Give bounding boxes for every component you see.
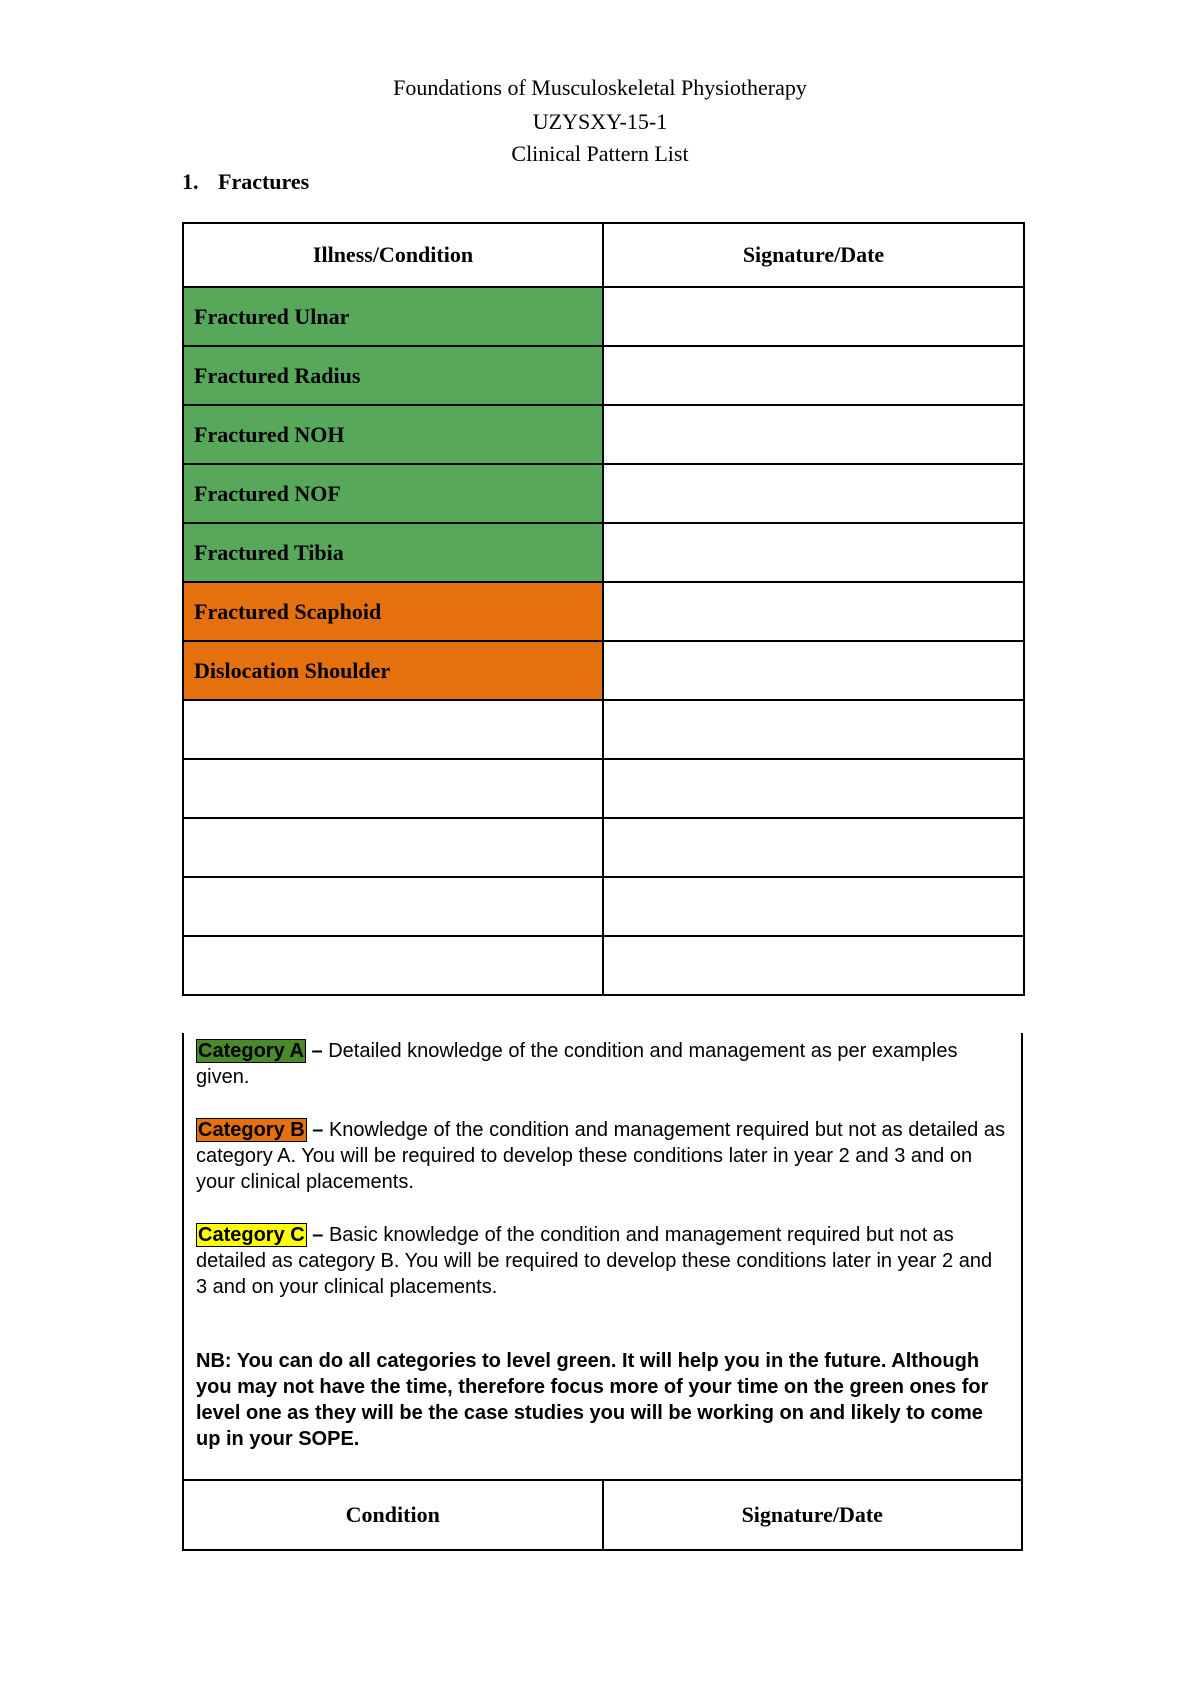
condition-cell: Fractured Ulnar (183, 287, 603, 346)
legend-category-a (196, 1038, 1006, 1090)
signature-date-cell[interactable] (603, 523, 1024, 582)
signature-date-cell[interactable] (603, 877, 1024, 936)
document-subtitle: Clinical Pattern List (511, 141, 689, 166)
category-a-text: Detailed knowledge of the condition and management as per examples given. (196, 1040, 958, 1088)
condition-cell (183, 936, 603, 995)
section-title: Fractures (218, 169, 310, 194)
condition-cell: Fractured NOF (183, 464, 603, 523)
table-row (183, 818, 1024, 877)
category-b-tag: Category B (198, 1119, 305, 1141)
category-c-dash: – (306, 1224, 329, 1246)
second-table-header (182, 1479, 1023, 1551)
table-row (183, 759, 1024, 818)
signature-date-cell[interactable] (603, 759, 1024, 818)
table-header-row (183, 223, 1024, 287)
table-row (183, 582, 1024, 641)
table-row (183, 641, 1024, 700)
table-row (183, 464, 1024, 523)
table-row (183, 700, 1024, 759)
signature-date-cell[interactable] (603, 464, 1024, 523)
table-row (183, 936, 1024, 995)
condition-cell (183, 877, 603, 936)
condition-cell: Fractured Tibia (183, 523, 603, 582)
legend-category-c (196, 1222, 1006, 1300)
condition-cell: Dislocation Shoulder (183, 641, 603, 700)
category-c-text: Basic knowledge of the condition and management required but not as detailed as category B. You will be required to develop these conditions later in year 2 and 3 and on your clinical placements. (196, 1224, 993, 1298)
table-row (183, 877, 1024, 936)
category-c-tag: Category C (198, 1224, 305, 1246)
signature-date-cell[interactable] (603, 405, 1024, 464)
condition-cell: Fractured Scaphoid (183, 582, 603, 641)
condition-cell (183, 818, 603, 877)
condition-cell: Fractured NOH (183, 405, 603, 464)
column-header-signature: Signature/Date (603, 1480, 1023, 1550)
table-row (183, 287, 1024, 346)
nb-note: NB: You can do all categories to level green. It will help you in the future. Although you may not have the time, therefore focus more of your time on the green ones for level one as they will be the case studies you will be working on and likely to come up in your SOPE. (196, 1350, 989, 1450)
conditions-table (182, 222, 1025, 996)
signature-date-cell[interactable] (603, 287, 1024, 346)
table-row (183, 405, 1024, 464)
signature-date-cell[interactable] (603, 582, 1024, 641)
category-b-text: Knowledge of the condition and management required but not as detailed as category A. You will be required to develop these conditions later in year 2 and 3 and on your clinical placements. (196, 1119, 1005, 1193)
condition-cell (183, 700, 603, 759)
signature-date-cell[interactable] (603, 346, 1024, 405)
condition-cell (183, 759, 603, 818)
legend-category-b (196, 1117, 1006, 1195)
category-legend (182, 1033, 1023, 1481)
section-heading (182, 169, 309, 195)
category-b-dash: – (306, 1119, 329, 1141)
table-row (183, 523, 1024, 582)
table-row (183, 346, 1024, 405)
column-header-condition: Illness/Condition (183, 223, 603, 287)
column-header-condition: Condition (183, 1480, 603, 1550)
category-a-tag: Category A (198, 1040, 304, 1062)
table-header-row (183, 1480, 1022, 1550)
document-title: Foundations of Musculoskeletal Physiotherapy (393, 75, 807, 100)
signature-date-cell[interactable] (603, 641, 1024, 700)
section-number: 1. (182, 169, 199, 194)
signature-date-cell[interactable] (603, 700, 1024, 759)
condition-cell: Fractured Radius (183, 346, 603, 405)
column-header-signature: Signature/Date (603, 223, 1024, 287)
signature-date-cell[interactable] (603, 818, 1024, 877)
category-a-dash: – (305, 1040, 329, 1062)
signature-date-cell[interactable] (603, 936, 1024, 995)
module-code: UZYSXY-15-1 (532, 109, 668, 134)
